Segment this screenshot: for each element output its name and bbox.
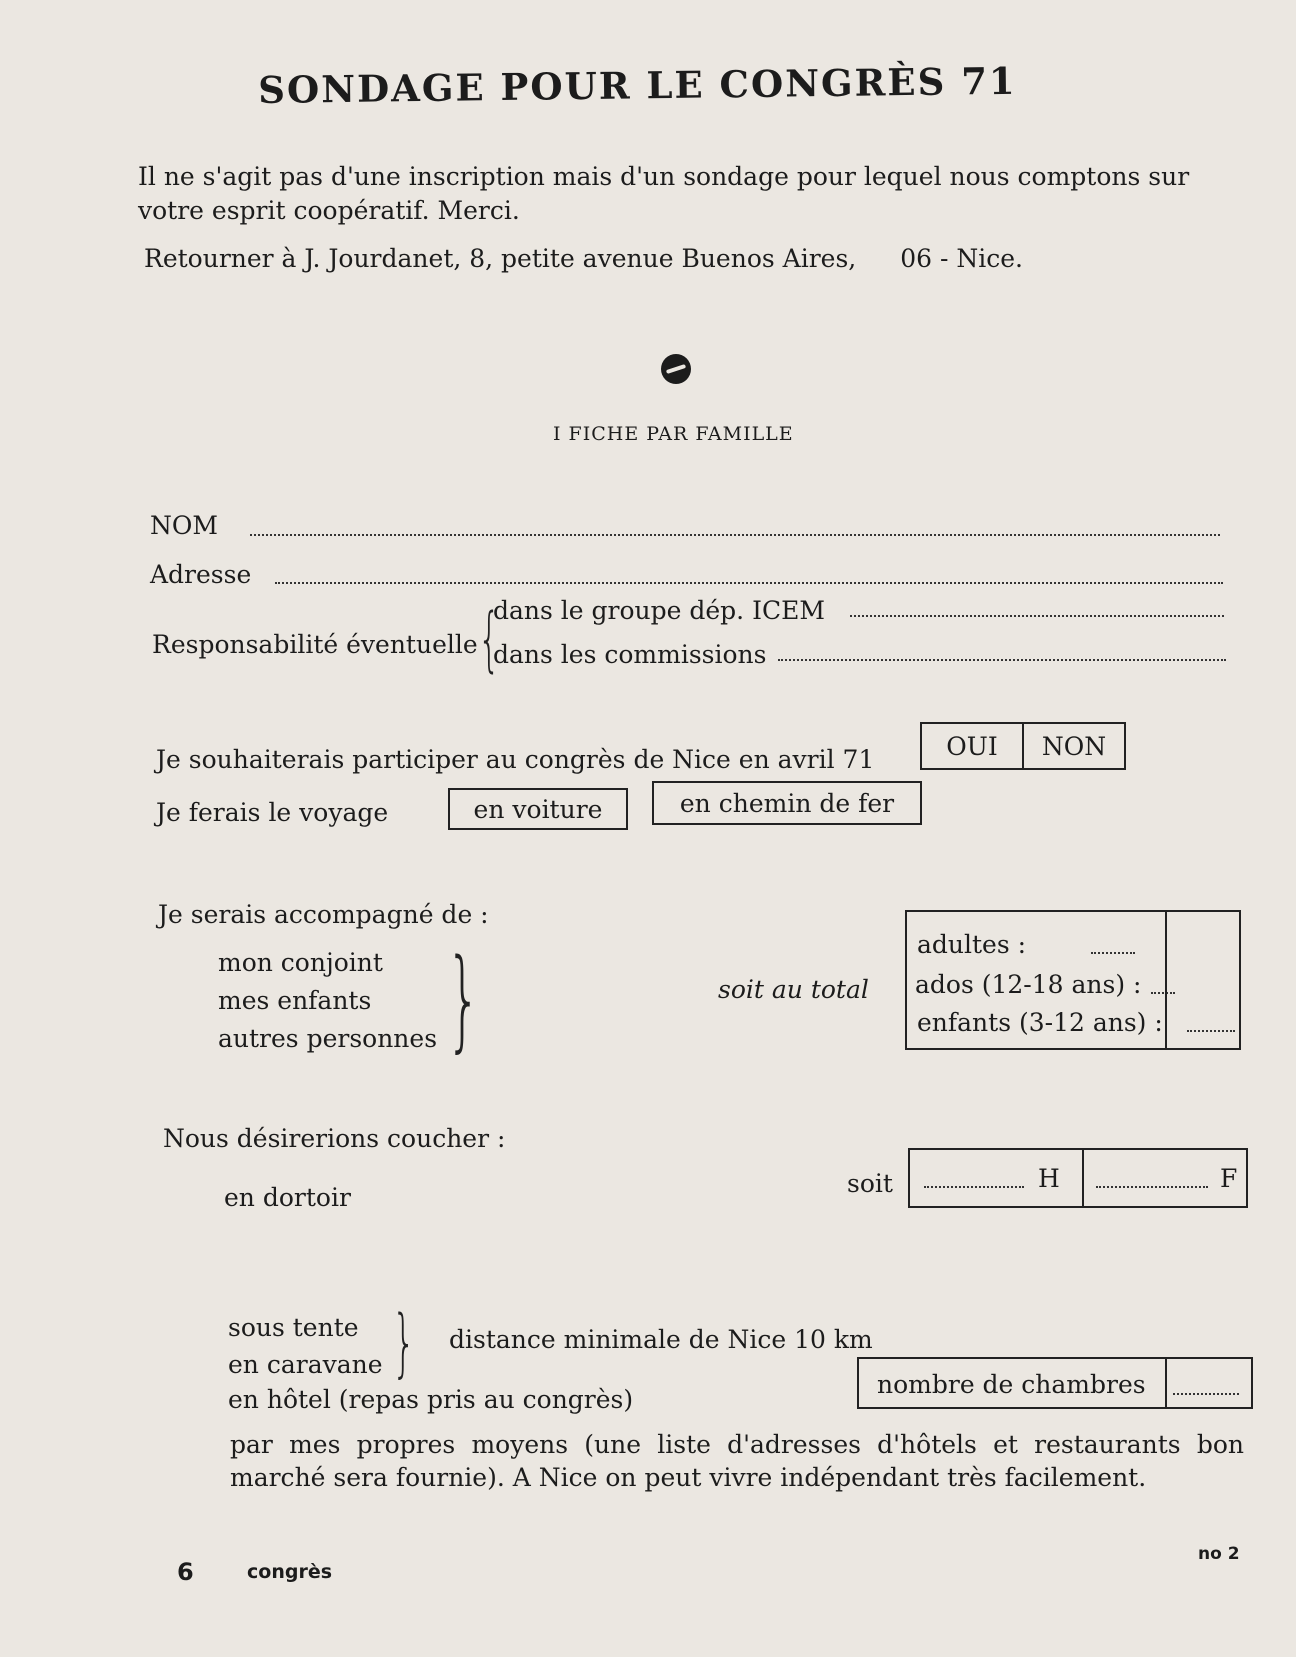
accompagne-brace: } — [446, 935, 481, 1063]
accompagne-enfants: mes enfants — [218, 986, 372, 1015]
total-adultes-label: adultes : — [917, 930, 1027, 959]
dortoir-h-field[interactable] — [924, 1186, 1024, 1188]
dortoir-f-label: F — [1220, 1164, 1238, 1193]
resp-commissions-field[interactable] — [778, 659, 1226, 661]
totals-box — [905, 910, 1241, 1050]
totals-divider — [1165, 912, 1167, 1048]
train-option[interactable] — [652, 781, 922, 825]
camping-brace: } — [392, 1300, 416, 1386]
resp-groupe-field[interactable] — [850, 615, 1224, 617]
accompagne-label: Je serais accompagné de : — [158, 900, 489, 929]
dortoir-label: en dortoir — [224, 1183, 351, 1212]
return-address-city: 06 - Nice. — [900, 244, 1023, 273]
resp-groupe-label: dans le groupe dép. ICEM — [493, 596, 825, 625]
total-ados-field[interactable] — [1151, 992, 1175, 994]
dortoir-hf-box — [908, 1148, 1248, 1208]
voiture-label: en voiture — [473, 794, 603, 824]
resp-commissions-label: dans les commissions — [493, 640, 767, 669]
dortoir-f-field[interactable] — [1096, 1186, 1208, 1188]
tente-label: sous tente — [228, 1313, 359, 1342]
fiche-label: I FICHE PAR FAMILLE — [553, 423, 794, 445]
chambres-field[interactable] — [1173, 1393, 1239, 1395]
adresse-label: Adresse — [150, 560, 252, 589]
accompagne-conjoint: mon conjoint — [218, 948, 383, 977]
accompagne-autres: autres personnes — [218, 1024, 438, 1053]
footer-magazine-name: congrès — [247, 1561, 333, 1583]
dortoir-hf-divider — [1082, 1150, 1084, 1206]
nom-field[interactable] — [250, 534, 1220, 536]
non-option[interactable]: NON — [1041, 731, 1107, 761]
coucher-label: Nous désirerions coucher : — [163, 1124, 506, 1153]
soit-label: soit — [847, 1169, 893, 1198]
total-label: soit au total — [718, 975, 869, 1004]
chambres-box — [857, 1357, 1253, 1409]
page-title: SONDAGE POUR LE CONGRÈS 71 — [258, 58, 1017, 112]
total-ados-label: ados (12-18 ans) : — [915, 970, 1142, 999]
intro-text: Il ne s'agit pas d'une inscription mais d'un sondage pour lequel nous comptons sur votre esprit coopératif. Merci. — [138, 162, 1190, 225]
responsabilite-label: Responsabilité éventuelle — [152, 630, 478, 659]
chambres-label: nombre de chambres — [877, 1370, 1146, 1399]
nom-label: NOM — [150, 511, 218, 540]
total-enfants-field[interactable] — [1187, 1030, 1235, 1032]
issue-number: no 2 — [1198, 1544, 1240, 1564]
oui-option[interactable]: OUI — [922, 724, 1024, 768]
participation-question: Je souhaiterais participer au congrès de Nice en avril 71 — [156, 745, 875, 774]
voiture-option[interactable] — [448, 788, 628, 830]
total-enfants-label: enfants (3-12 ans) : — [917, 1008, 1163, 1037]
dortoir-h-label: H — [1038, 1164, 1060, 1193]
icem-logo-icon — [661, 354, 691, 384]
hotel-label: en hôtel (repas pris au congrès) — [228, 1385, 634, 1414]
distance-label: distance minimale de Nice 10 km — [449, 1325, 873, 1354]
return-address — [144, 244, 1023, 273]
train-label: en chemin de fer — [679, 788, 895, 818]
chambres-divider — [1165, 1359, 1167, 1407]
voyage-label: Je ferais le voyage — [156, 798, 389, 827]
oui-non-box — [920, 722, 1126, 770]
return-address-street: Retourner à J. Jourdanet, 8, petite avenue Buenos Aires, — [144, 244, 857, 273]
propres-moyens-text: par mes propres moyens (une liste d'adresses d'hôtels et restaurants bon marché sera fournie). A Nice on peut vivre indépendant très facilement. — [230, 1430, 1244, 1492]
adresse-field[interactable] — [275, 582, 1223, 584]
responsabilite-brace: { — [478, 598, 501, 680]
caravane-label: en caravane — [228, 1350, 383, 1379]
page-number: 6 — [177, 1558, 194, 1586]
total-adultes-field[interactable] — [1091, 952, 1135, 954]
